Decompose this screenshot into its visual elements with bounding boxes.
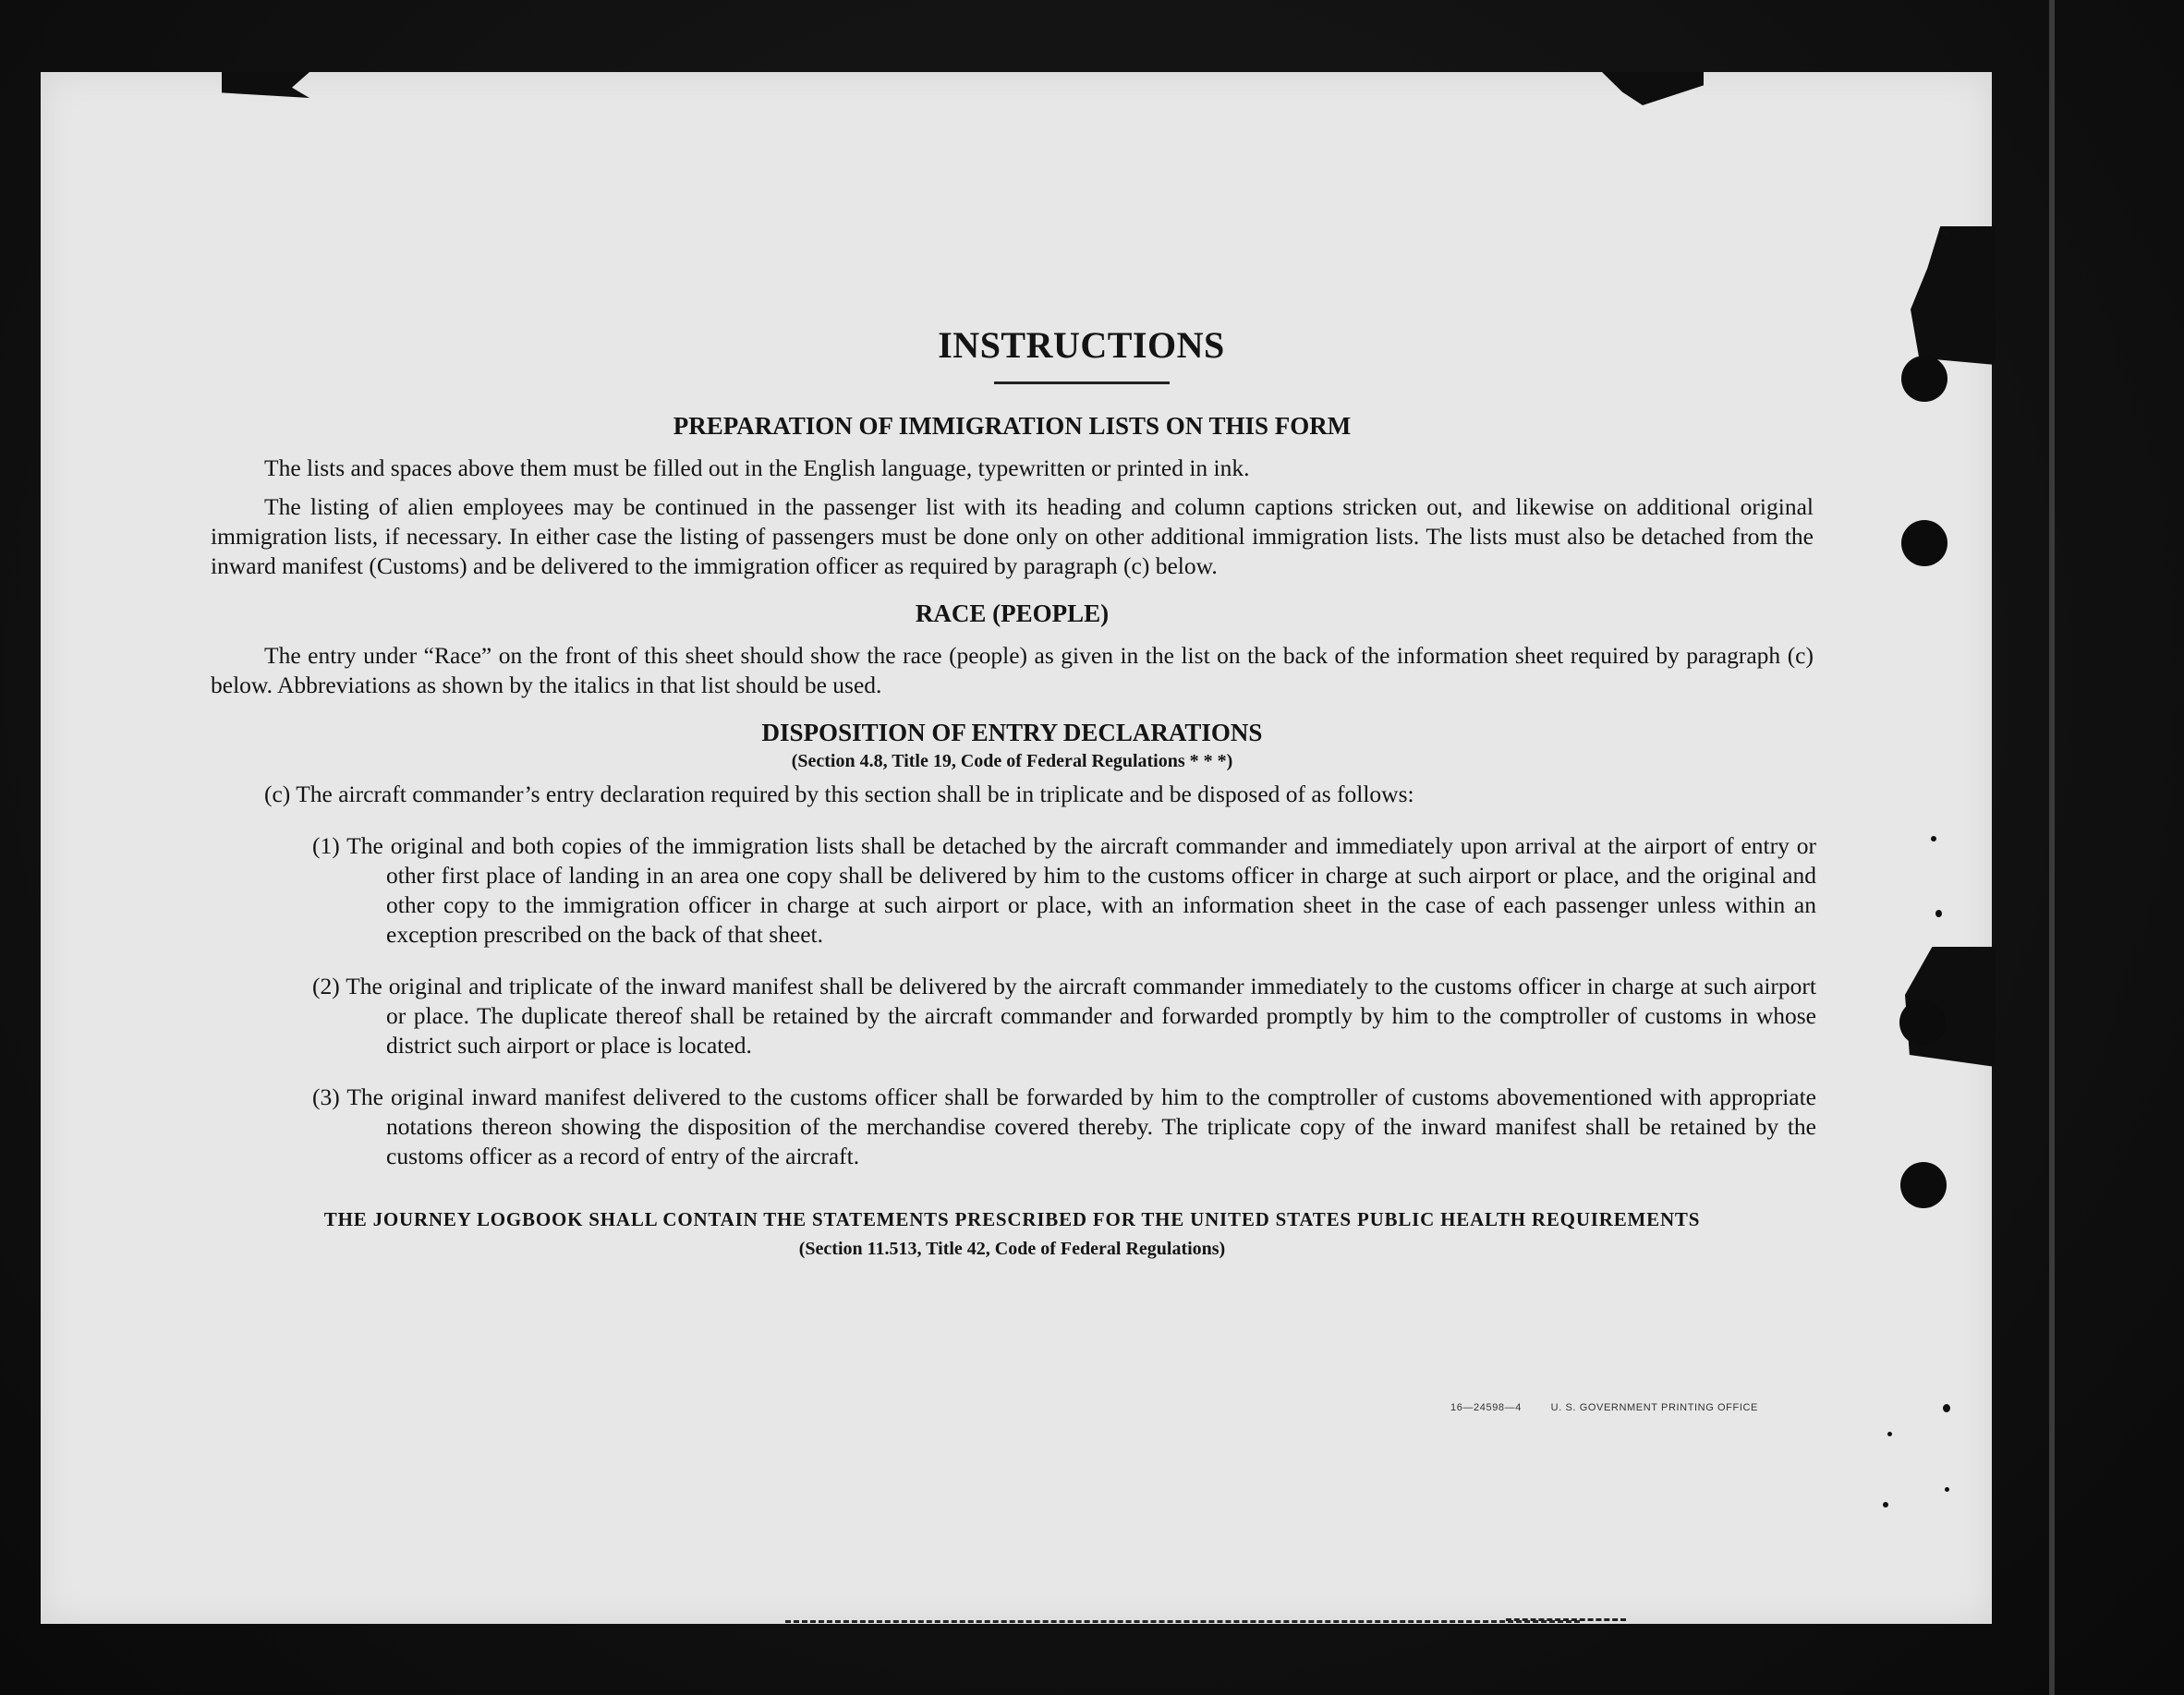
disposition-item-2: (2) The original and triplicate of the inward manifest shall be delivered by the aircraft commander immediately to the customs officer in charge at such airport or place. The duplicate thereof shall be retained by the aircraft commander and forwarded promptly by him to the comptroller of customs in whose district such airport or place is located.	[312, 973, 1816, 1059]
perforation-line	[1506, 1618, 1626, 1621]
speck	[1935, 910, 1942, 917]
preparation-paragraph-2: The listing of alien employees may be continued in the passenger list with its heading and column captions stricken out, and likewise on additional original immigration lists, if necessary. In either case the listing of passengers must be done only on other additional immigration lists. The lists must also be detached from the inward manifest (Customs) and be delivered to the immigration officer as required by paragraph (c) below.	[211, 493, 1814, 579]
disposition-heading: DISPOSITION OF ENTRY DECLARATIONS	[761, 719, 1263, 746]
speck	[1931, 836, 1936, 841]
public-health-citation: (Section 11.513, Title 42, Code of Federal Regulations)	[798, 1239, 1226, 1259]
disposition-intro: (c) The aircraft commander’s entry declaration required by this section shall be in triplicate and be disposed of as follows:	[264, 781, 1414, 807]
disposition-item-1: (1) The original and both copies of the immigration lists shall be detached by the aircraft commander and immediately upon arrival at the airport of entry or other first place of landing in an area one copy shall be delivered by him to the customs officer in charge at such airport or place, and the original and other copy to the immigration officer in charge at such airport or place, with an information sheet in the case of each passenger unless within an exception prescribed on the back of that sheet.	[312, 832, 1816, 948]
public-health-statement: THE JOURNEY LOGBOOK SHALL CONTAIN THE STATEMENTS PRESCRIBED FOR THE UNITED STATES PUBLIC HEALTH REQUIREMENTS	[323, 1208, 1701, 1230]
preparation-heading: PREPARATION OF IMMIGRATION LISTS ON THIS FORM	[673, 412, 1352, 440]
punch-hole	[1899, 999, 1946, 1046]
disposition-citation: (Section 4.8, Title 19, Code of Federal Regulations * * *)	[791, 751, 1233, 771]
form-number: 16—24598—4	[1450, 1402, 1522, 1413]
printing-office: U. S. GOVERNMENT PRINTING OFFICE	[1550, 1402, 1758, 1413]
punch-hole	[1901, 520, 1947, 566]
scanner-edge	[2049, 0, 2055, 1695]
printer-imprint	[1450, 1402, 1784, 1413]
speck	[1883, 1502, 1888, 1507]
instructions-content	[211, 323, 1814, 1260]
punch-hole	[1900, 1162, 1947, 1208]
perforation-line	[785, 1620, 1580, 1623]
preparation-paragraph-1: The lists and spaces above them must be filled out in the English language, typewritten or printed in ink.	[264, 454, 1250, 481]
speck	[1943, 1404, 1950, 1412]
page-title: INSTRUCTIONS	[938, 324, 1225, 366]
race-paragraph: The entry under “Race” on the front of this sheet should show the race (people) as given in the list on the back of the information sheet required by paragraph (c) below. Abbreviations as shown by the italics in that list should be used.	[211, 642, 1814, 698]
speck	[1887, 1432, 1892, 1436]
speck	[1945, 1487, 1949, 1492]
title-underline	[994, 381, 1170, 384]
speck	[1942, 231, 1949, 236]
disposition-item-3: (3) The original inward manifest delivered to the customs officer shall be forwarded by him to the comptroller of customs abovementioned with appropriate notations thereon showing the disposition of the merchandise covered thereby. The triplicate copy of the inward manifest shall be retained by the customs officer as a record of entry of the aircraft.	[312, 1084, 1816, 1169]
race-heading: RACE (PEOPLE)	[915, 599, 1110, 627]
punch-hole	[1901, 356, 1947, 402]
